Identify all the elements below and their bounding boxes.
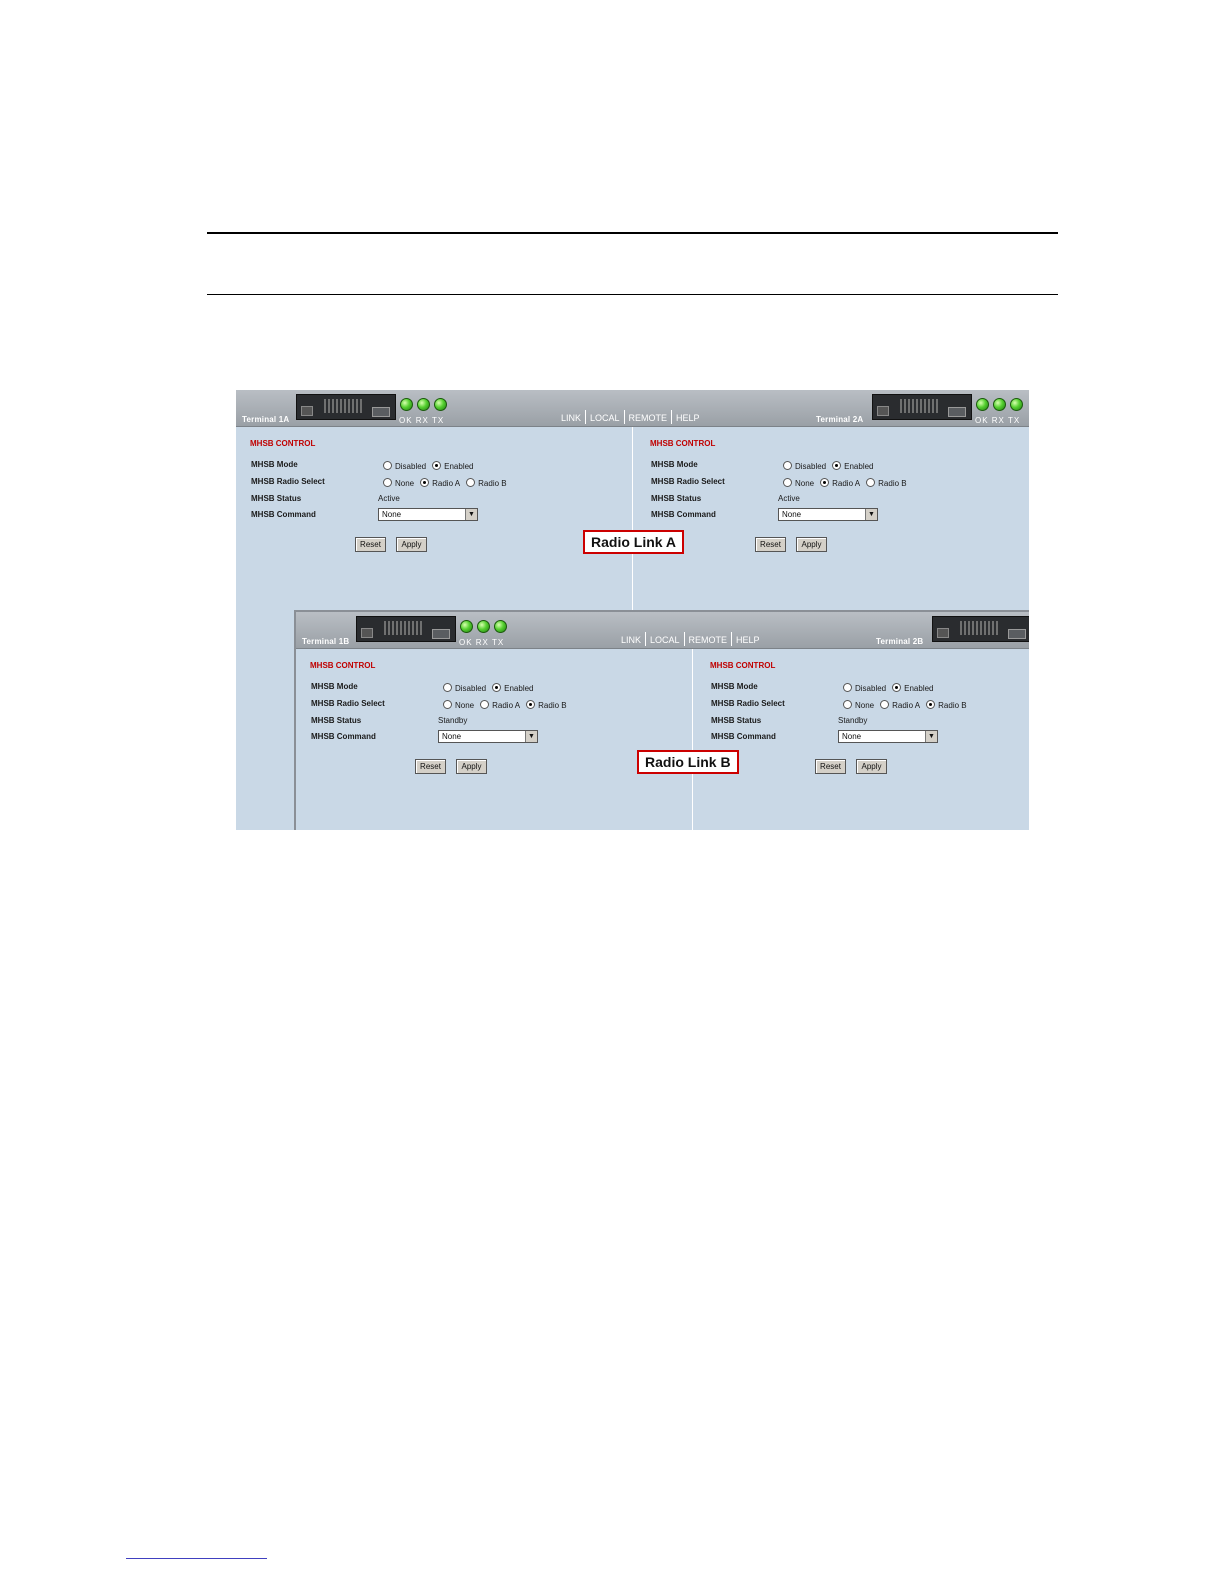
callout-radio-link-a: Radio Link A [583,530,684,554]
mhsb-mode-label: MHSB Mode [311,682,358,691]
mhsb-command-label: MHSB Command [651,510,716,519]
nav-menu [621,632,760,646]
led-rx-icon [993,398,1006,411]
radio-button[interactable] [843,700,852,709]
mhsb-command-select[interactable] [778,508,878,521]
radio-option-label: Radio B [938,701,967,710]
led-rx-icon [477,620,490,633]
bottom-rule [207,294,1058,295]
mhsb-mode-label: MHSB Mode [651,460,698,469]
terminal-header [236,390,1029,427]
terminal-device-image [296,394,396,420]
mhsb-mode-radio-group [843,683,940,693]
mhsb-command-label: MHSB Command [711,732,776,741]
apply-button[interactable]: Apply [456,759,487,774]
radio-option-label: Radio A [432,479,461,488]
mhsb-mode-label: MHSB Mode [251,460,298,469]
radio-button[interactable] [832,461,841,470]
mhsb-control-panel [296,649,689,830]
radio-button[interactable] [926,700,935,709]
footnote-rule [126,1558,267,1559]
status-leds [460,620,511,638]
chevron-down-icon[interactable]: ▼ [525,731,537,742]
mode-option-label: Enabled [844,462,874,471]
nav-help[interactable]: HELP [736,635,760,645]
radio-button[interactable] [443,683,452,692]
radio-option-label: Radio A [832,479,861,488]
nav-link[interactable]: LINK [621,635,642,645]
mode-option-enabled[interactable] [892,683,933,693]
window-radio-link-b [294,610,1029,830]
mhsb-radio-select-label: MHSB Radio Select [711,699,785,708]
reset-button[interactable]: Reset [815,759,846,774]
radio-option-label: None [395,479,415,488]
mhsb-command-select[interactable] [838,730,938,743]
radio-option-radio-b[interactable] [926,700,966,710]
radio-option-radio-a[interactable] [820,478,860,488]
radio-option-label: Radio A [492,701,521,710]
mhsb-command-label: MHSB Command [251,510,316,519]
mode-option-label: Disabled [795,462,827,471]
device-port-grid [324,399,364,413]
terminal-device-image [356,616,456,642]
apply-button[interactable]: Apply [396,537,427,552]
chevron-down-icon[interactable]: ▼ [465,509,477,520]
mhsb-command-value: None [382,510,402,519]
mhsb-status-value: Standby [838,716,868,725]
mhsb-status-value: Active [778,494,800,503]
mhsb-mode-radio-group [443,683,540,693]
device-slot [361,628,373,638]
mhsb-status-value: Standby [438,716,468,725]
terminal-label-right: Terminal 2B [876,637,924,646]
mode-option-label: Disabled [455,684,487,693]
mhsb-status-value: Active [378,494,400,503]
mhsb-mode-label: MHSB Mode [711,682,758,691]
radio-button[interactable] [526,700,535,709]
radio-button[interactable] [892,683,901,692]
radio-button[interactable] [866,478,875,487]
nav-local[interactable]: LOCAL [590,413,620,423]
mhsb-status-label: MHSB Status [711,716,762,725]
radio-option-label: Radio B [878,479,907,488]
led-rx-icon [417,398,430,411]
mhsb-command-value: None [782,510,802,519]
radio-option-radio-a[interactable] [420,478,460,488]
mhsb-control-title: MHSB CONTROL [710,661,776,670]
radio-button[interactable] [783,461,792,470]
device-port [372,407,390,417]
nav-separator [684,632,685,646]
radio-button[interactable] [420,478,429,487]
device-port [948,407,966,417]
led-tx-icon [1010,398,1023,411]
radio-option-label: Radio B [478,479,507,488]
nav-menu [561,410,700,424]
device-port-grid [900,399,940,413]
terminal-device-image [932,616,1029,642]
apply-button[interactable]: Apply [856,759,887,774]
nav-local[interactable]: LOCAL [650,635,680,645]
radio-button[interactable] [383,461,392,470]
radio-option-label: None [855,701,875,710]
radio-button[interactable] [443,700,452,709]
mhsb-mode-radio-group [383,461,480,471]
mhsb-command-select[interactable] [378,508,478,521]
mhsb-command-value: None [842,732,862,741]
device-slot [937,628,949,638]
radio-button[interactable] [480,700,489,709]
led-labels: OK RX TX [975,416,1021,425]
mhsb-control-panel [696,649,1029,830]
mhsb-control-title: MHSB CONTROL [310,661,376,670]
radio-button[interactable] [492,683,501,692]
led-ok-icon [400,398,413,411]
nav-separator [645,632,646,646]
terminal-label-left: Terminal 1A [242,415,290,424]
panel-divider [692,649,693,830]
device-port-grid [960,621,1000,635]
terminal-label-right: Terminal 2A [816,415,864,424]
radio-option-radio-b[interactable] [526,700,566,710]
radio-button[interactable] [432,461,441,470]
mode-option-disabled[interactable] [383,461,426,471]
radio-option-none[interactable] [443,700,474,710]
terminal-label-left: Terminal 1B [302,637,350,646]
mhsb-command-value: None [442,732,462,741]
nav-separator [671,410,672,424]
radio-button[interactable] [466,478,475,487]
mhsb-control-title: MHSB CONTROL [650,439,716,448]
mode-option-label: Disabled [395,462,427,471]
mhsb-radio-select-group [843,700,973,710]
led-ok-icon [460,620,473,633]
mode-option-label: Enabled [444,462,474,471]
device-port [1008,629,1026,639]
led-labels: OK RX TX [459,638,505,647]
radio-option-radio-a[interactable] [480,700,520,710]
chevron-down-icon[interactable]: ▼ [865,509,877,520]
radio-option-none[interactable] [843,700,874,710]
mhsb-status-label: MHSB Status [251,494,302,503]
radio-option-none[interactable] [783,478,814,488]
device-slot [301,406,313,416]
nav-separator [624,410,625,424]
led-labels: OK RX TX [399,416,445,425]
radio-option-label: Radio B [538,701,567,710]
mhsb-radio-select-group [383,478,513,488]
mhsb-control-title: MHSB CONTROL [250,439,316,448]
callout-radio-link-b: Radio Link B [637,750,739,774]
terminal-device-image [872,394,972,420]
mode-option-enabled[interactable] [492,683,533,693]
led-ok-icon [976,398,989,411]
reset-button[interactable]: Reset [355,537,386,552]
radio-option-label: Radio A [892,701,921,710]
mode-option-enabled[interactable] [432,461,473,471]
device-port [432,629,450,639]
mode-option-disabled[interactable] [783,461,826,471]
status-leds [976,398,1027,416]
mode-option-label: Enabled [504,684,534,693]
radio-option-radio-b[interactable] [866,478,906,488]
nav-remote[interactable]: REMOTE [688,635,728,645]
nav-link[interactable]: LINK [561,413,582,423]
mode-option-disabled[interactable] [443,683,486,693]
mode-option-disabled[interactable] [843,683,886,693]
reset-button[interactable]: Reset [755,537,786,552]
radio-button[interactable] [843,683,852,692]
apply-button[interactable]: Apply [796,537,827,552]
radio-option-radio-a[interactable] [880,700,920,710]
mhsb-status-label: MHSB Status [311,716,362,725]
led-tx-icon [434,398,447,411]
radio-button[interactable] [383,478,392,487]
terminal-header [296,612,1029,649]
led-tx-icon [494,620,507,633]
device-port-grid [384,621,424,635]
mode-option-label: Enabled [904,684,934,693]
radio-option-radio-b[interactable] [466,478,506,488]
radio-button[interactable] [880,700,889,709]
status-leds [400,398,451,416]
mhsb-radio-select-label: MHSB Radio Select [251,477,325,486]
reset-button[interactable]: Reset [415,759,446,774]
radio-button[interactable] [783,478,792,487]
mhsb-screenshot-figure [236,390,1029,830]
device-slot [877,406,889,416]
mhsb-command-select[interactable] [438,730,538,743]
radio-option-none[interactable] [383,478,414,488]
mhsb-radio-select-label: MHSB Radio Select [311,699,385,708]
radio-option-label: None [795,479,815,488]
mhsb-command-label: MHSB Command [311,732,376,741]
mhsb-radio-select-group [443,700,573,710]
nav-separator [585,410,586,424]
mhsb-mode-radio-group [783,461,880,471]
radio-option-label: None [455,701,475,710]
nav-remote[interactable]: REMOTE [628,413,668,423]
radio-button[interactable] [820,478,829,487]
mhsb-status-label: MHSB Status [651,494,702,503]
mode-option-enabled[interactable] [832,461,873,471]
nav-help[interactable]: HELP [676,413,700,423]
chevron-down-icon[interactable]: ▼ [925,731,937,742]
nav-separator [731,632,732,646]
mhsb-radio-select-label: MHSB Radio Select [651,477,725,486]
mode-option-label: Disabled [855,684,887,693]
top-rule [207,232,1058,234]
mhsb-radio-select-group [783,478,913,488]
